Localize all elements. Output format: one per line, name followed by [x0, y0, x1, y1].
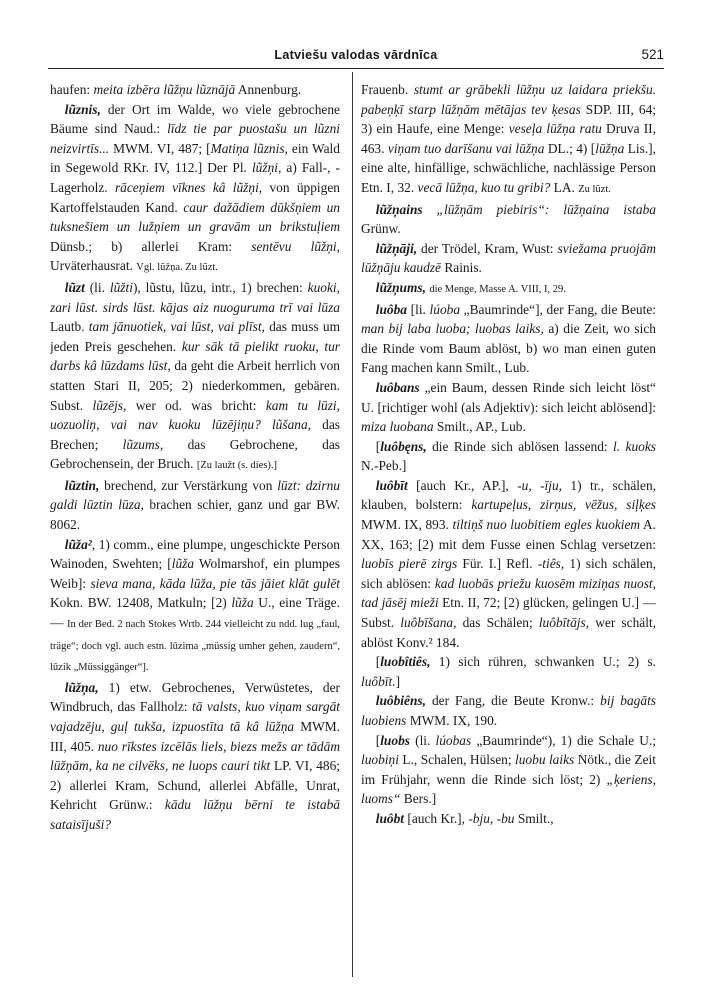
example-text: lũšana, [271, 417, 311, 433]
dictionary-entry [361, 378, 656, 437]
running-title: Latviešu valodas vārdnīca [274, 48, 438, 62]
entry-text: ein Wald in Segewold RKr. IV, 112.] Der Pl. [50, 140, 340, 176]
entry-text: Smilt., [514, 810, 554, 826]
example-text: lũža [231, 595, 254, 611]
etymology-note: [Zu laužt (s. dies).] [196, 460, 278, 472]
entry-text: A. XX, 163; [2) mit dem Fusse einen Schlag versetzen: [361, 517, 656, 552]
dictionary-entry [50, 678, 340, 835]
example-text: bij bagāts luobiens [361, 693, 656, 728]
example-text: luobu laiks [515, 752, 575, 768]
entry-text: „Baumrinde“), 1) die Schale U.; [471, 732, 656, 748]
entry-text: das Brechen; [50, 417, 340, 452]
entry-text: , 1) comm., eine plumpe, ungeschickte Person Wainoden, Swehten; [ [50, 536, 340, 572]
example-text: „lūžņām piebiris“: lūžņaina istaba [436, 201, 656, 217]
example-text: luôbīšana, [400, 615, 457, 631]
example-text: l. kuoks [613, 438, 656, 454]
example-text: līdz tie par puostašu un lũzni neizvirtīs... [50, 121, 340, 156]
dictionary-entry [361, 652, 656, 691]
example-text: kādu lūžņu bērni te istabā sataisījuši? [50, 797, 340, 832]
entry-text: N.-Peb.] [361, 458, 407, 474]
entry-text: der Ort im Walde, wo viele gebrochene Bäume sind Naud.: [50, 101, 340, 137]
header-rule [48, 68, 664, 69]
example-text: man bij laba luoba; luobas laiks, [361, 321, 544, 337]
example-text: sentēvu lũžņi, [251, 238, 340, 254]
example-text: veseļa lūžņa ratu [508, 121, 602, 137]
dictionary-entry [50, 278, 340, 476]
example-text: lūzt: dzirnu galdi lūztin lūza, [50, 477, 340, 513]
example-text: lúoba [429, 301, 461, 317]
entry-text: SDP. III, 64; 3) ein Haufe, eine Menge: [361, 101, 656, 137]
entry-text: Für. I.] Refl. [457, 556, 538, 572]
entry-text: haufen: [50, 82, 94, 97]
entry-text: MWM. VI, 487; [ [109, 140, 211, 156]
entry-text: [auch Kr., AP.], [407, 477, 518, 493]
entry-text: LA. [550, 179, 579, 195]
example-text: kartupeļus, zirņus, vēžus, siļķes [471, 497, 656, 513]
headword: luobîtiês, [380, 654, 431, 670]
etymology-note: die Menge, Masse A. VIII, I, 29. [429, 283, 566, 295]
entry-text: a) die Zeit, wo sich die Rinde vom Baum ablöst, b) wo man einen guten Fang machen kann Smilt., Lub. [361, 321, 656, 376]
dictionary-entry [50, 100, 340, 278]
entry-text: brechend, zur Verstärkung von [99, 477, 278, 493]
entry-text: Annenburg. [235, 82, 302, 97]
etymology-note: Vgl. lũžņa. Zu lũzt. [136, 262, 218, 274]
entry-text: von üppigen Kartoffelstauden Kand. [50, 179, 340, 215]
dictionary-entry [361, 300, 656, 378]
example-text: lũžņi, [251, 160, 282, 176]
example-text: vecā lūžņa, kuo tu gribi? [417, 179, 551, 195]
example-text: viņam tuo darīšanu vai lūžņa [387, 140, 545, 156]
entry-text: Wolmarshof, ein plumpes Weib]: [50, 556, 340, 591]
entry-text: der Trödel, Kram, Wust: [417, 240, 558, 256]
dictionary-entry [361, 200, 656, 239]
entry-text: ), lũstu, lũzu, intr., 1) brechen: [132, 279, 308, 295]
page-number: 521 [641, 47, 664, 62]
example-text: tiltiņš nuo luobitiem egles kuokiem [452, 517, 641, 533]
example-text: meita izbēra lũžņu lũznājā [93, 82, 236, 97]
right-column [361, 80, 656, 980]
entry-text: [ [375, 654, 381, 670]
entry-text: „ein Baum, dessen Rinde sich leicht löst“ U. [richtiger wohl (als Adjektiv): sich leicht ablösend]: [361, 379, 656, 415]
entry-text: „Baumrinde“], der Fang, die Beute: [460, 301, 656, 317]
example-text: tam jānuotiek, vai lūst, vai plīst, [88, 319, 265, 335]
entry-text: da geht die Arbeit herrlich von statten Stari II, 205; 2) niederkommen, gebären. Subst. [50, 358, 340, 413]
entry-text: wer schält, ablöst Konv.² 184. [361, 615, 656, 650]
dictionary-entry [50, 476, 340, 535]
example-text: sieva mana, kāda lūža, pie tās jāiet klāt gulēt [90, 575, 340, 591]
entry-text: die Rinde sich ablösen lassend: [426, 438, 614, 454]
entry-text: Urväterhausrat. [50, 258, 137, 274]
entry-text: Bers.] [400, 791, 437, 807]
entry-text: der Fang, die Beute Kronw.: [425, 693, 601, 709]
example-text: lũža [171, 556, 195, 572]
entry-text: das Gebrochene, das Gebrochensein, der Bruch. [50, 436, 340, 472]
example-text: luôbīt. [361, 673, 396, 689]
etymology-note: In der Bed. 2 nach Stokes Wrtb. 244 vielleicht zu ndd. lug „faul, träge“; doch vgl. auch estn. lūzima „müssig umher gehen, zaudern“, lūzik „Müssiggänger“]. [50, 619, 340, 674]
entry-text: brachen schier, ganz und gar BW. 8062. [50, 497, 340, 533]
dictionary-entry [361, 80, 656, 200]
entry-text: MWM. III, 405. [50, 719, 340, 754]
entry-text: Kokn. BW. 12408, Matkuln; [2) [50, 595, 232, 611]
headword: lũžņains [375, 201, 423, 217]
entry-text: LP. VI, 486; 2) allerlei Kram, Schund, allerlei Abfälle, Unrat, Kehricht Grünw.: [50, 758, 340, 813]
example-text: lũžti [109, 279, 133, 295]
entry-text: Lis.], eine alte, hinfällige, schwächliche, nachlässige Person Etn. I, 32. [361, 140, 656, 195]
entry-text [261, 417, 272, 432]
headword: luôba [375, 301, 407, 317]
entry-text: Druva II, 463. [361, 121, 656, 156]
entry-text: [auch Kr.], [404, 810, 469, 826]
example-text: kuoki, zari lūst. sirds lūst. kājas aiz nuoguruma trī vai lūza [50, 279, 340, 315]
dictionary-entry [50, 535, 340, 678]
example-text: -u, -īju, [517, 477, 563, 493]
entry-text: das muss um jeden Preis geschehen. [50, 319, 340, 354]
entry-text: das Schälen; [456, 615, 539, 631]
entry-text: Etn. II, 72; [2) glücken, gelingen U.] — Subst. [361, 595, 656, 631]
dictionary-entry [361, 239, 656, 278]
entry-text: a) Fall-, -Lagerholz. [50, 160, 340, 195]
headword: lũžņa, [64, 679, 99, 695]
example-text: lũzums, [122, 436, 164, 452]
headword: lũztin, [64, 477, 100, 493]
entry-text: [ [375, 438, 381, 454]
entry-text: 1) sich schälen, sich ablösen: [361, 556, 656, 591]
entry-text: DL.; 4) [ [544, 140, 596, 156]
etymology-note: Zu lũzt. [578, 183, 611, 195]
entry-text: MWM. IX, 190. [406, 713, 498, 728]
headword: lũžņums, [375, 279, 426, 295]
example-text: -tiês, [537, 556, 565, 572]
example-text: stumt ar grābekli lūžņu uz laidara priekšu. pabeņķī starp lūžņām mētājas tev ķesas [361, 82, 656, 117]
headword: lũzt [64, 279, 85, 295]
example-text: luobīs pierē zirgs [361, 556, 458, 572]
headword: luobs [380, 732, 410, 748]
example-text: Matiņa lũznis, [210, 140, 288, 156]
example-text: kad luobās priežu kuosēm miziņas nuost, tad jāsēj mieži [361, 575, 656, 611]
example-text: nuo rīkstes izcēlās liels, biezs mežs ar tādām lūžņām, ka ne cilvēks, ne luops cauri tikt [50, 738, 340, 774]
dictionary-entry [361, 437, 656, 476]
headword: lũznis, [64, 101, 101, 117]
left-column [50, 80, 340, 980]
entry-text: [li. [407, 301, 430, 317]
dictionary-entry [361, 278, 656, 300]
example-text: kur sāk tā pielikt ruoku, tur darbs kâ lūzdams lūst, [50, 338, 340, 374]
entry-text: 1) etw. Gebrochenes, Verwüstetes, der Windbruch, das Fallholz: [50, 679, 340, 715]
example-text: lũzējs, [92, 397, 127, 413]
column-divider [352, 72, 353, 977]
entry-text: Rainis. [440, 260, 482, 276]
page-header [48, 48, 664, 70]
entry-text: wer od. was bricht: [126, 397, 266, 413]
example-text: lúobas [435, 732, 472, 748]
example-text: rāceņiem vīknes kâ lũžņi, [114, 179, 263, 195]
example-text: miza luobana [361, 419, 434, 435]
example-text: „ķeriens, luoms“ [361, 771, 656, 807]
entry-text: [ [375, 732, 381, 748]
entry-text: L., Schalen, Hülsen; [398, 752, 516, 768]
headword: luôbīt [375, 477, 408, 493]
dictionary-entry [361, 476, 656, 652]
example-text: sviežama pruojām lūžņāju kaudzē [361, 240, 656, 276]
entry-text: MWM. IX, 893. [361, 517, 453, 533]
example-text: luôbītājs, [538, 615, 590, 631]
entry-text: Lautb. [50, 319, 89, 335]
headword: lũžņāji, [375, 240, 418, 256]
headword: luôbiêns, [375, 693, 426, 709]
entry-text: Nötk., die Zeit im Frühjahr, wenn die Rinde sich löst; 2) [361, 752, 656, 787]
example-text: luobiņi [361, 752, 399, 768]
headword: luôbt [375, 810, 405, 826]
entry-text: (li. [84, 279, 110, 295]
example-text: tā valsts, kuo viņam sargāt vajadzēju, guļ tukša, izpuostīta tā kâ lūžņa [50, 699, 340, 734]
example-text: kam tu lūzi, uozuoliņ, vai nav kuoku lūzējiņu? [50, 397, 340, 433]
entry-text: ] [395, 673, 401, 689]
entry-text: Frauenb. [361, 82, 414, 97]
entry-text [423, 202, 437, 217]
headword: lũža² [64, 536, 92, 552]
example-text: lūžņa [595, 140, 625, 156]
entry-text: U., eine Träge. — [50, 595, 340, 631]
example-text: caur dažādiem dūkšņiem un tuksnešiem un lužņiem un gravām un brikstuļiem [50, 199, 340, 235]
example-text: -bju, -bu [468, 810, 515, 826]
entry-text: (li. [409, 732, 436, 748]
entry-text: Dünsb.; b) allerlei Kram: [50, 238, 252, 254]
headword: luôbęns, [380, 438, 427, 454]
entry-text: Grünw. [361, 221, 401, 237]
entry-text: 1) tr., schälen, klauben, bolstern: [361, 477, 656, 513]
dictionary-entry [361, 731, 656, 809]
headword: luôbans [375, 379, 420, 395]
entry-text: 1) sich rühren, schwanken U.; 2) s. [430, 654, 656, 670]
dictionary-entry [50, 80, 340, 100]
dictionary-entry [361, 809, 656, 829]
entry-text: Smilt., AP., Lub. [433, 419, 526, 435]
dictionary-entry [361, 691, 656, 730]
